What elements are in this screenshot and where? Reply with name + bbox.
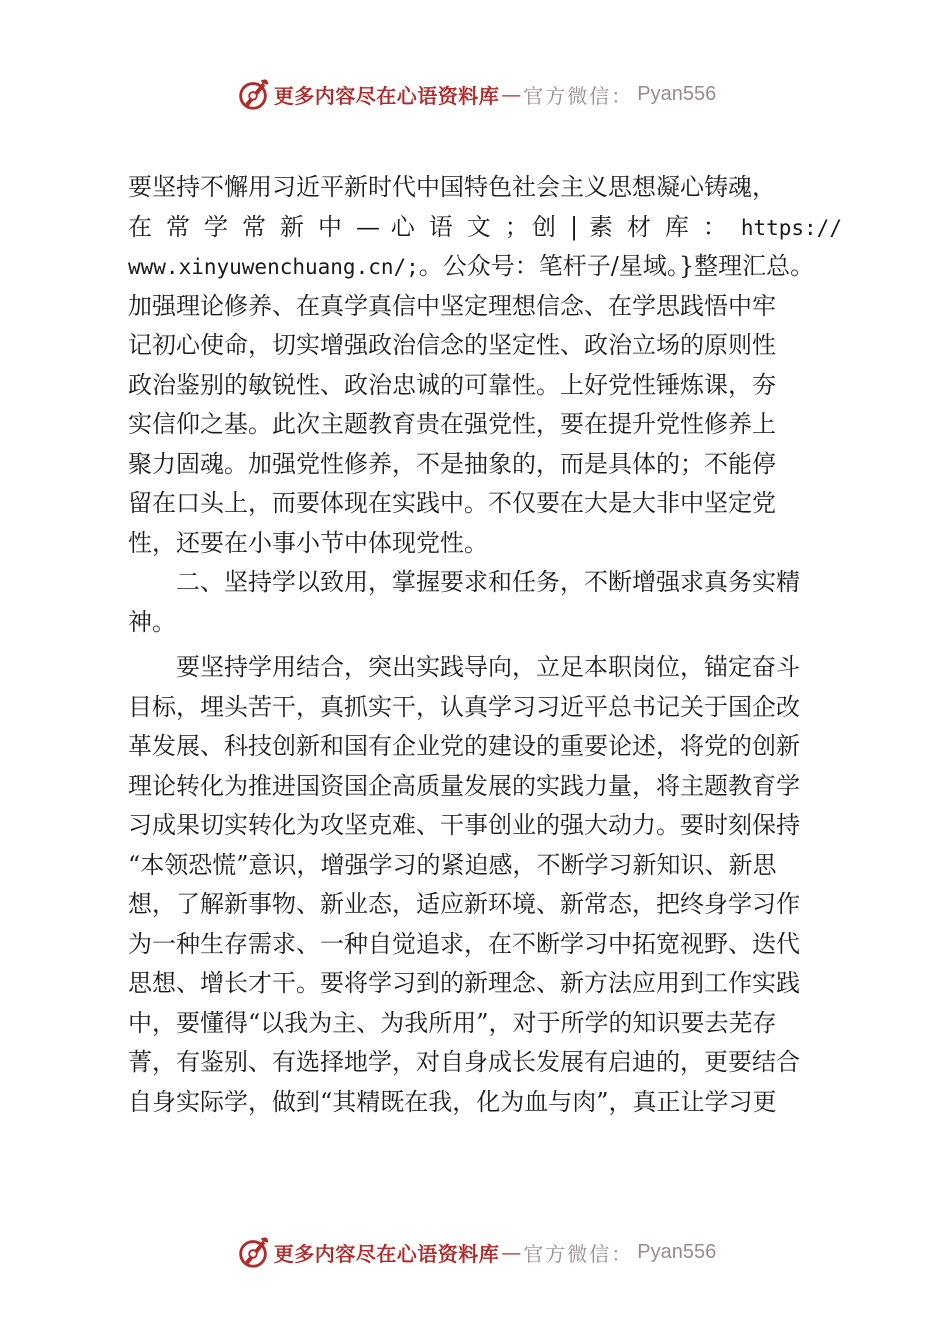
section-heading-2	[128, 563, 842, 642]
banner-dash: —	[501, 1240, 522, 1264]
watermark-text: 在 常 学 常 新 中 — 心 语 文 ；创 | 素 材 库 ：	[128, 212, 731, 241]
text-line: 要坚持学用结合，突出实践导向，立足本职岗位，锚定奋斗	[176, 653, 800, 681]
text-line: 理论转化为推进国资国企高质量发展的实践力量，将主题教育学	[128, 771, 800, 800]
banner-brand-text: 更多内容尽在心语资料库	[273, 1241, 500, 1266]
paragraph-1	[128, 168, 842, 563]
watermark-url-part: https://	[740, 215, 842, 240]
text-line: 实信仰之基。此次主题教育贵在强党性，要在提升党性修养上	[128, 410, 776, 438]
banner-wechat-id: Pyan556	[637, 1240, 717, 1263]
text-line: 中，要懂得“以我为主、为我所用”，对于所学的知识要去芜存	[128, 1008, 777, 1037]
quill-pen-logo-icon	[234, 1233, 272, 1271]
text-line: 二、坚持学以致用，掌握要求和任务，不断增强求真务实精	[176, 568, 800, 596]
text-line: 留在口头上，而要体现在实践中。不仅要在大是大非中坚定党	[128, 489, 776, 517]
paragraph-2	[128, 648, 842, 1122]
text-line: 加强理论修养、在真学真信中坚定理想信念、在学思践悟中牢	[128, 291, 776, 320]
text-line: 革发展、科技创新和国有企业党的建设的重要论述，将党的创新	[128, 732, 800, 760]
banner-official-label: 官方微信：	[523, 83, 634, 108]
text-line: 神。	[128, 607, 176, 636]
watermark-url: www.xinyuwenchuang.cn/;	[128, 255, 419, 279]
banner-wechat-id: Pyan556	[637, 82, 717, 105]
header-banner	[0, 72, 950, 116]
text-line: 为一种生存需求、一种自觉追求，在不断学习中拓宽视野、迭代	[128, 929, 800, 958]
quill-pen-logo-icon	[234, 75, 272, 113]
text-line: 想，了解新事物、新业态，适应新环境、新常态，把终身学习作	[128, 890, 800, 918]
text-line: 聚力固魂。加强党性修养，不是抽象的，而是具体的；不能停	[128, 449, 776, 478]
banner-official-label: 官方微信：	[523, 1241, 634, 1266]
text-line: 习成果切实转化为攻坚克难、干事创业的强大动力。要时刻保持	[128, 811, 800, 839]
text-line: 性，还要在小事小节中体现党性。	[128, 528, 488, 557]
banner-dash: —	[501, 82, 522, 106]
banner-brand-text: 更多内容尽在心语资料库	[273, 83, 500, 108]
watermark-rest: 。公众号：笔杆子/星域。}整理汇总。	[418, 252, 815, 280]
text-line: 记初心使命，切实增强政治信念的坚定性、政治立场的原则性	[128, 331, 776, 359]
text-line: 要坚持不懈用习近平新时代中国特色社会主义思想凝心铸魂，	[128, 173, 776, 201]
text-line: “本领恐慌”意识，增强学习的紧迫感，不断学习新知识、新思	[128, 850, 777, 879]
text-line: 自身实际学，做到“其精既在我，化为血与肉”，真正让学习更	[128, 1087, 777, 1116]
text-line-watermark	[128, 208, 842, 248]
text-line: 思想、增长才干。要将学习到的新理念、新方法应用到工作实践	[128, 969, 800, 997]
document-body	[128, 168, 842, 1122]
footer-banner	[0, 1230, 950, 1274]
text-line: 目标，埋头苦干，真抓实干，认真学习习近平总书记关于国企改	[128, 692, 800, 721]
text-line: 菁，有鉴别、有选择地学，对自身成长发展有启迪的，更要结合	[128, 1048, 800, 1076]
text-line	[128, 247, 842, 287]
text-line: 政治鉴别的敏锐性、政治忠诚的可靠性。上好党性锤炼课，夯	[128, 370, 776, 399]
